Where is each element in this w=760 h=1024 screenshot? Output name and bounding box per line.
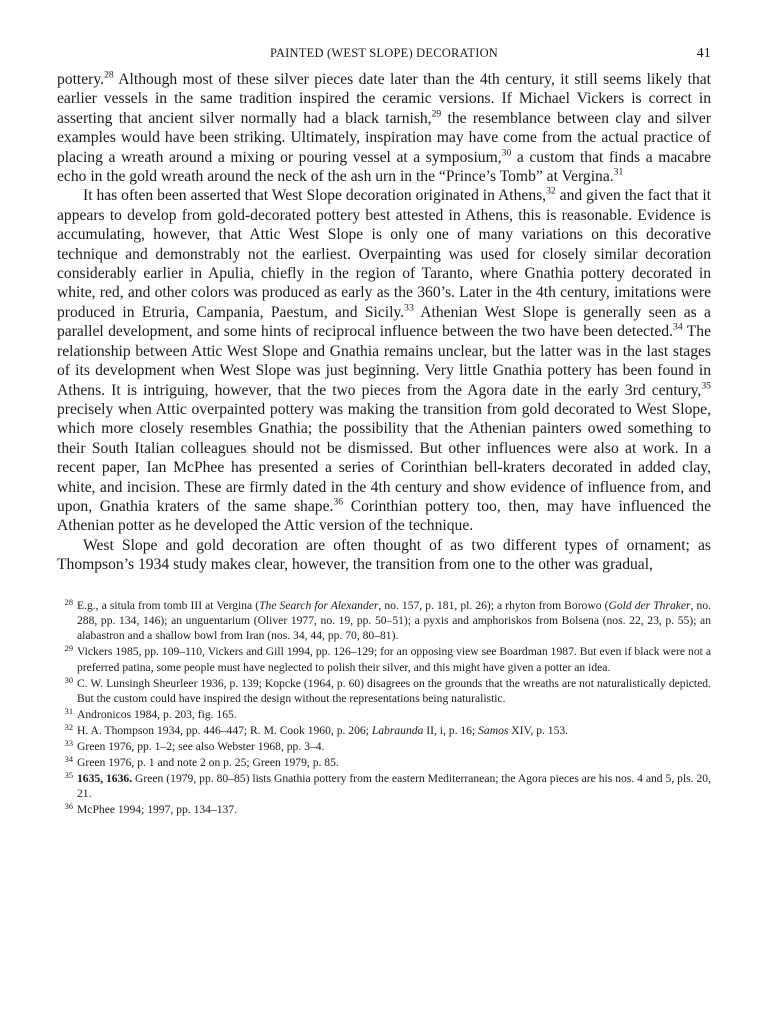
footnote-ref: 36 [333, 496, 344, 508]
text-run: It has often been asserted that West Slope decoration originated in Athens, [83, 187, 547, 205]
text-run: McPhee 1994; 1997, pp. 134–137. [77, 802, 238, 816]
text-run: and given the fact that it appears to develop from gold-decorated pottery best attested in Athens, this is reasonable. Evidence is accumulating, however, that Attic West Slope is only one of many variations on this decorative technique and demonstrably not the earliest. Overpainting was used for closely similar decoration considerably earlier in Apulia, chiefly in the region of Taranto, where Gnathia pottery decorated in white, red, and other colors was produced as early as the 360’s. Later in the 4th century, imitations were produced in Etruria, Campania, Paestum, and Sicily. [57, 187, 711, 321]
footnote-ref: 34 [673, 322, 683, 333]
footnote-number: 30 [64, 675, 73, 685]
page [57, 40, 711, 818]
text-run: II, i, p. 16; [423, 723, 479, 737]
footnote [57, 802, 711, 817]
footnote-ref: 29 [431, 108, 442, 120]
text-run: Green (1979, pp. 80–85) lists Gnathia pottery from the eastern Mediterranean; the Agora pieces are his nos. 4 and 5, pls. 20, 21. [77, 771, 711, 800]
footnote-ref: 28 [104, 69, 114, 81]
italic-title: Gold der Thraker [608, 598, 691, 612]
footnote [57, 755, 711, 770]
text-run: a custom that finds a macabre echo in the gold wreath around the neck of the ash urn in the “Prince’s Tomb” at Vergina. [57, 148, 711, 186]
footnote-number: 32 [64, 722, 73, 732]
footnote-number: 36 [64, 801, 73, 811]
text-run: E.g., a situla from tomb III at Vergina ( [77, 598, 260, 612]
footnote [57, 723, 711, 738]
text-run: West Slope and gold decoration are often thought of as two different types of ornament; as Thompson’s 1934 study makes clear, however, the transition from one to the other was gradual, [57, 536, 711, 574]
text-run: XIV, p. 153. [508, 723, 569, 737]
page-number: 41 [696, 46, 711, 61]
text-run: Athenian West Slope is generally seen as a parallel development, and some hints of reciprocal influence between the two have been detected. [57, 303, 711, 341]
footnote-ref: 31 [613, 166, 624, 178]
italic-title: Labraunda [371, 723, 424, 737]
text-run: pottery. [57, 71, 105, 88]
footnote [57, 644, 711, 675]
text-run: C. W. Lunsingh Sheurleer 1936, p. 139; Kopcke (1964, p. 60) disagrees on the grounds that the wreaths are not naturalistically depicted. But the custom could have inspired the design without the representations being naturalistic. [77, 676, 711, 705]
footnote [57, 676, 711, 707]
footnote [57, 707, 711, 722]
text-run: Green 1976, pp. 1–2; see also Webster 1968, pp. 3–4. [77, 739, 325, 753]
catalogue-number: 1635, 1636. [77, 771, 133, 785]
text-run: Andronicos 1984, p. 203, fig. 165. [77, 707, 237, 721]
italic-title: Samos [478, 723, 509, 737]
text-run: the resemblance between clay and silver examples would have been striking. Ultimately, inspiration may have come from the actual practice of placing a wreath around a mixing or pouring vessel at a symposium, [57, 109, 712, 166]
text-run: The relationship between Attic West Slope and Gnathia remains unclear, but the latter was in the last stages of its development when West Slope was just beginning. Very little Gnathia pottery has been found in Athens. It is intriguing, however, that the two pieces from the Agora date in the early 3rd century, [57, 323, 711, 399]
text-run: , no. 288, pp. 134, 146); an unguentarium (Oliver 1977, no. 19, pp. 50–51); a pyxis and amphoriskos from Bolsena (nos. 22, 23, p. 55); an alabastron and a shallow bowl from Iran (nos. 34, 44, pp. 70, 80–81). [77, 598, 712, 643]
footnote [57, 739, 711, 754]
footnote-number: 28 [64, 597, 73, 607]
footnote [57, 598, 711, 644]
text-run: precisely when Attic overpainted pottery was making the transition from gold decorated to West Slope, which more closely resembles Gnathia; the possibility that the Athenian painters owed something to their South Italian colleagues should not be dismissed. But other influences were also at work. In a recent paper, Ian McPhee has presented a series of Corinthian bell-kraters decorated in added clay, white, and incision. These are firmly dated in the 4th century and show evidence of influence from, and upon, Gnathia kraters of the same shape. [57, 400, 711, 515]
text-run: Although most of these silver pieces date later than the 4th century, it still seems likely that earlier vessels in the same tradition inspired the ceramic versions. If Michael Vickers is correct in asserting that ancient silver normally had a black tarnish, [57, 71, 711, 127]
footnote-number: 35 [64, 770, 73, 780]
italic-title: The Search for Alexander [259, 598, 379, 612]
text-run: H. A. Thompson 1934, pp. 446–447; R. M. Cook 1960, p. 206; [77, 723, 372, 737]
text-run: Corinthian pottery too, then, may have influenced the Athenian potter as he developed the Attic version of the technique. [57, 497, 711, 535]
footnote-number: 29 [64, 644, 73, 654]
text-run: , no. 157, p. 181, pl. 26); a rhyton from Borowo ( [378, 598, 609, 612]
footnote-number: 33 [64, 738, 73, 748]
body-paragraph [57, 186, 711, 535]
running-head [57, 40, 711, 64]
footnote [57, 771, 711, 802]
footnote-ref: 30 [501, 147, 512, 159]
footnote-ref: 33 [404, 302, 414, 314]
footnote-number: 31 [64, 706, 73, 716]
footnote-number: 34 [64, 754, 73, 764]
body-paragraph [57, 536, 711, 575]
running-title: PAINTED (WEST SLOPE) DECORATION [269, 46, 499, 60]
body-paragraph [57, 70, 711, 186]
body-text [57, 70, 711, 575]
footnote-ref: 35 [701, 380, 711, 392]
text-run: Green 1976, p. 1 and note 2 on p. 25; Green 1979, p. 85. [77, 755, 339, 769]
text-run: Vickers 1985, pp. 109–110, Vickers and Gill 1994, pp. 126–129; for an opposing view see Boardman 1987. But even if black were not a preferred patina, some people must have neglected to polish their silver, and this might have given a potter an idea. [77, 645, 711, 674]
footnote-ref: 32 [546, 186, 556, 198]
footnotes [57, 598, 711, 818]
